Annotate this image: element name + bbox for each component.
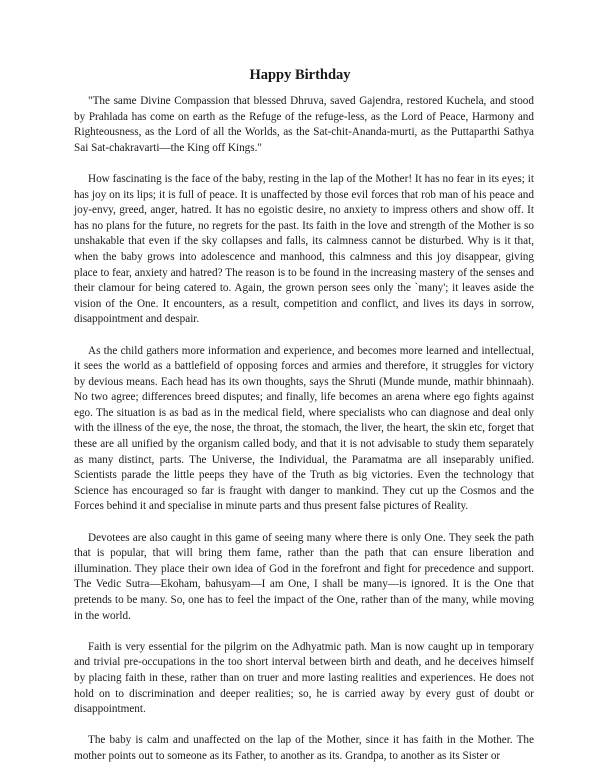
paragraph-quote: "The same Divine Compassion that blessed Dhruva, saved Gajendra, restored Kuchela, and stood by Prahlada has come on earth as the Refuge of the refuge-less, as the Lord of Peace, Harmony and Righteousness, as the Lord of all the Worlds, as the Sat-chit-Ananda-murti, as the Puttaparthi Sathya Sai Sat-chakravarti—the King off Kings." <box>74 95 534 154</box>
document-body <box>74 94 534 780</box>
paragraph-faith: Faith is very essential for the pilgrim on the Adhyatmic path. Man is now caught up in temporary and trivial pre-occupations in the too short interval between birth and death, and he deceives himself by placing faith in these, rather than on truer and more lasting realities and experiences. He does not hold on to discrimination and deeper realities; so, he is carried away by every gust of doubt or disappointment. <box>74 640 534 716</box>
paragraph-baby-face: How fascinating is the face of the baby, resting in the lap of the Mother! It has no fear in its eyes; it has joy on its lips; it is full of peace. It is unaffected by those evil forces that rob man of his peace and joy-envy, greed, anger, hatred. It has no egoistic desire, no anxiety to impress others and show off. It has no plans for the future, no regrets for the past. Its faith in the love and strength of the Mother is so unshakable that even if the sky collapses and falls, its calmness cannot be disturbed. Why is it that, when the baby grows into adolescence and manhood, this calmness and this joy disappear, giving place to fear, anxiety and hatred? The reason is to be found in the increasing mastery of the senses and their clamour for being catered to. Again, the grown person sees only the `many'; it leaves aside the vision of the One. It encounters, as a result, competition and conflict, and lives its days in sorrow, disappointment and despair. <box>74 172 534 326</box>
paragraph-devotees: Devotees are also caught in this game of seeing many where there is only One. They seek the path that is popular, that will bring them fame, rather than the path that can ensure liberation and illumination. They place their own idea of God in the forefront and fight for precedence and support. The Vedic Sutra—Ekoham, bahusyam—I am One, I shall be many—is ignored. It is the One that pretends to be many. So, one has to feel the impact of the One, rather than of the many, while moving in the world. <box>74 531 534 622</box>
paragraph-child-learning: As the child gathers more information and experience, and becomes more learned and intellectual, it sees the world as a battlefield of opposing forces and armies and therefore, it struggles for victory by devious means. Each head has its own thoughts, says the Shruti (Munde munde, mathir bhinnaah). No two agree; differences breed disputes; and finally, life becomes an arena where ego fights against ego. The situation is as bad as in the medical field, where specialists who can diagnose and deal only with the illness of the eye, the nose, the throat, the stomach, the liver, the heart, the skin etc, forget that these are all unified by the organism called body, and that it is not advisable to study them separately as many distinct, parts. The Universe, the Individual, the Paramatma are all inseparably unified. Scientists parade the little peeps they have of the Truth as big victories. Even the technology that Science has encouraged so far is fraught with danger to mankind. They cut up the Cosmos and the Forces behind it and specialise in minute parts and thus present false pictures of Reality. <box>74 344 534 513</box>
paragraph-baby-calm: The baby is calm and unaffected on the lap of the Mother, since it has faith in the Mother. The mother points out to someone as its Father, to another as its. Grandpa, to another as its Sister or <box>74 734 534 762</box>
page-title: Happy Birthday <box>249 67 351 83</box>
